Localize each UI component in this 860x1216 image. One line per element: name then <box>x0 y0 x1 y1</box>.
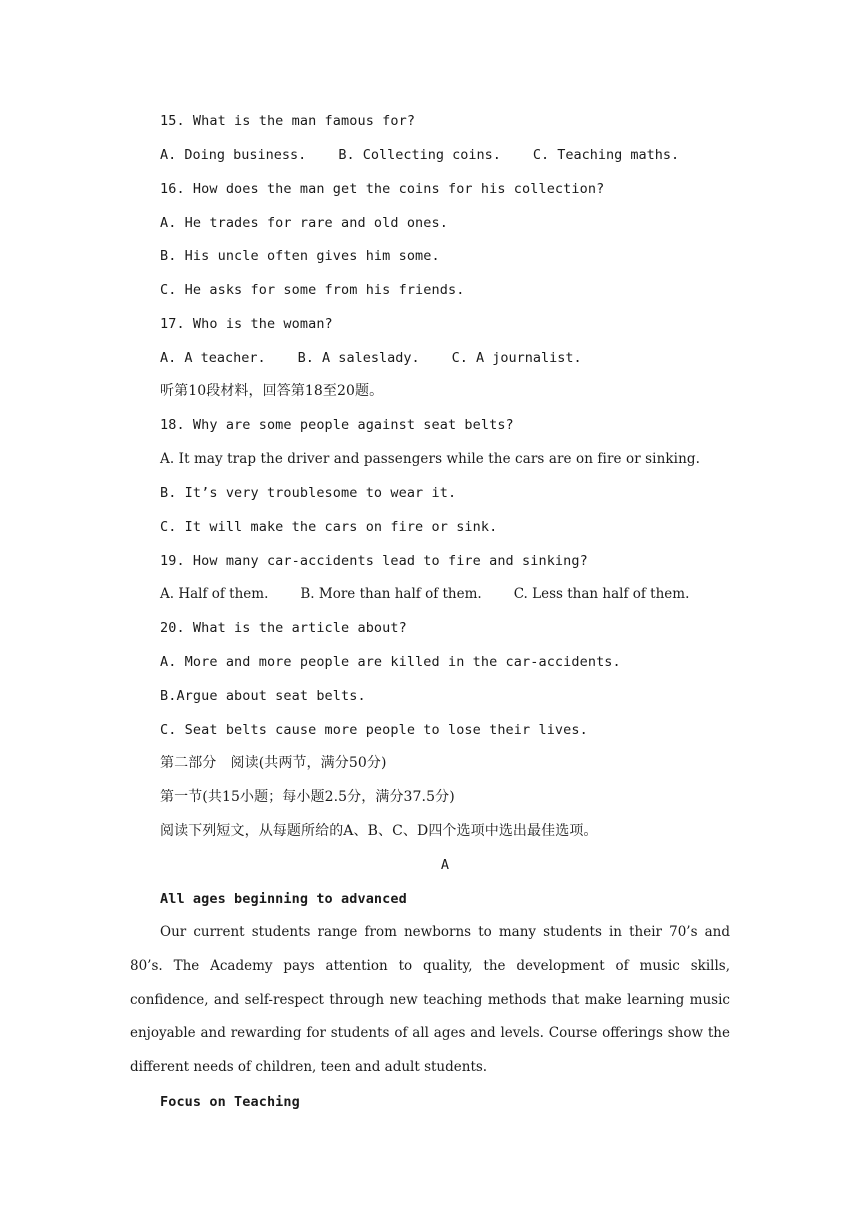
passage-paragraph: Our current students range from newborns to many students in their 70’s and 80’s. The Academy pays attention to quality, the development of music skills, confidence, and self-respect through new teaching methods that make learning music enjoyable and rewarding for students of all ages and levels. Course offerings show the different needs of children, teen and adult students. <box>130 924 730 1076</box>
question-16: 16. How does the man get the coins for his collection? <box>160 181 605 197</box>
passage-subheading: Focus on Teaching <box>160 1094 300 1110</box>
section-one-heading: 第一节(共15小题；每小题2.5分，满分37.5分) <box>160 789 455 805</box>
question-16-option-b: B. His uncle often gives him some. <box>160 248 440 264</box>
question-19: 19. How many car-accidents lead to fire and sinking? <box>160 553 588 569</box>
option-c: C. A journalist. <box>451 350 582 366</box>
question-20-option-c: C. Seat belts cause more people to lose their lives. <box>160 722 588 738</box>
question-20-option-b: B.Argue about seat belts. <box>160 688 366 704</box>
option-a: A. Doing business. <box>160 147 307 163</box>
question-16-option-a: A. He trades for rare and old ones. <box>160 215 448 231</box>
question-17: 17. Who is the woman? <box>160 316 333 332</box>
question-18: 18. Why are some people against seat belts? <box>160 417 514 433</box>
question-18-option-b: B. It’s very troublesome to wear it. <box>160 485 457 501</box>
option-c: C. Teaching maths. <box>532 147 680 163</box>
question-15-options <box>160 145 679 165</box>
option-b: B. Collecting coins. <box>338 147 501 163</box>
question-18-option-a: A. It may trap the driver and passengers while the cars are on fire or sinking. <box>160 451 701 467</box>
option-b: B. A saleslady. <box>297 350 420 366</box>
passage-subheading: All ages beginning to advanced <box>160 891 407 907</box>
question-19-options <box>160 584 689 604</box>
option-b: B. More than half of them. <box>300 586 482 602</box>
question-18-option-c: C. It will make the cars on fire or sink. <box>160 519 498 535</box>
question-15: 15. What is the man famous for? <box>160 113 416 129</box>
option-a: A. A teacher. <box>160 350 266 366</box>
option-a: A. Half of them. <box>160 586 269 602</box>
question-20-option-a: A. More and more people are killed in the car-accidents. <box>160 654 621 670</box>
question-20: 20. What is the article about? <box>160 620 407 636</box>
part-two-heading: 第二部分 阅读(共两节，满分50分) <box>160 755 387 771</box>
option-c: C. Less than half of them. <box>513 586 690 602</box>
passage-label: A <box>440 857 450 873</box>
question-17-options <box>160 348 582 368</box>
material-10-instruction: 听第10段材料，回答第18至20题。 <box>160 383 384 399</box>
question-16-option-c: C. He asks for some from his friends. <box>160 282 465 298</box>
reading-instruction: 阅读下列短文，从每题所给的A、B、C、D四个选项中选出最佳选项。 <box>160 823 598 839</box>
